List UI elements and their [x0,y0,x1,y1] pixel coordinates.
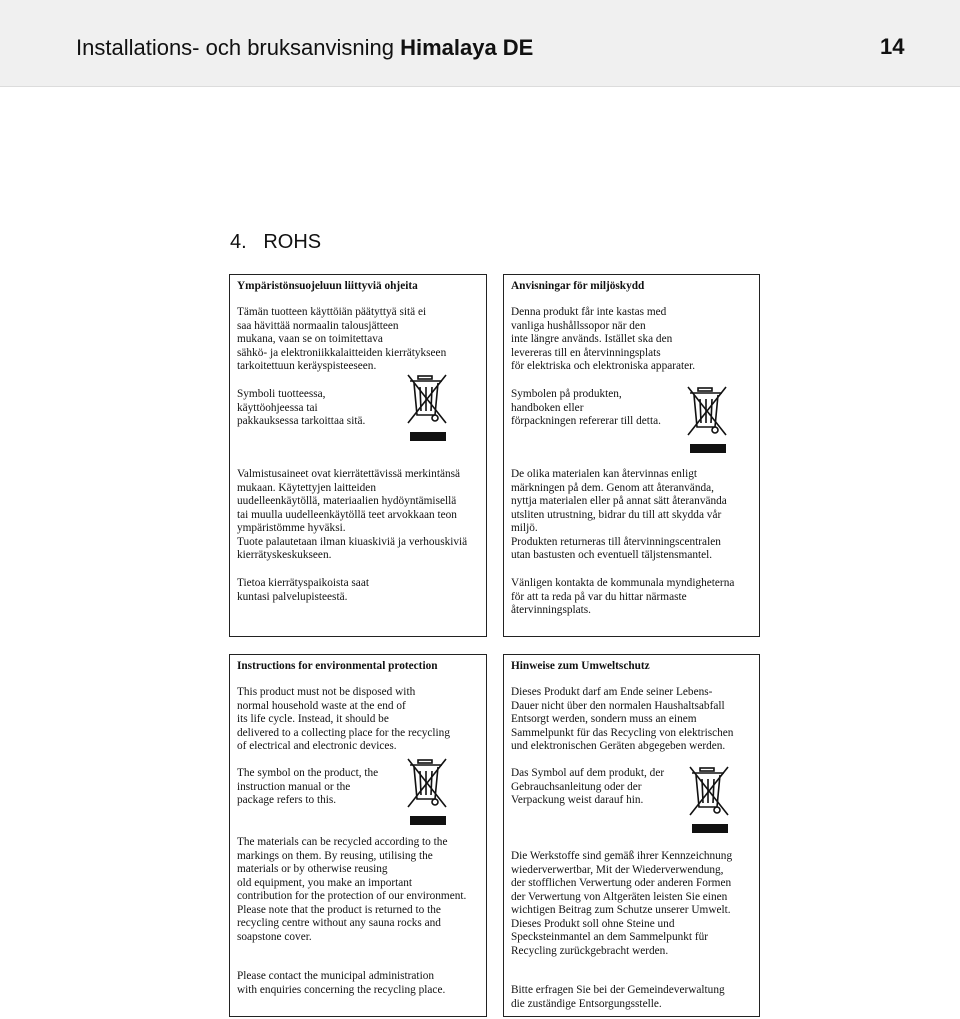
finnish-paragraph-3: Valmistusaineet ovat kierrätettävissä merkintänsä mukaan. Käytettyjen laitteiden uudelleenkäytöllä, materiaalien hydöyntämisellä tai muulla uudelleenkäytöllä teet arvokkaan teon ympäristömme hyväksi. Tuote palautetaan ilman kiuaskiviä ja verhouskiviä kierrätyskeskukseen. [237,468,468,561]
english-paragraph-3: The materials can be recycled according to the markings on them. By reusing, utilising the materials or by otherwise reusing old equipment, you make an important contribution for the protection of our environment. Please note that the product is returned to the recycling centre without any sauna rocks and soapstone cover. [237,836,467,943]
english-paragraph-4: Please contact the municipal administration with enquiries concerning the recycling place. [237,970,446,996]
swedish-paragraph-2: Symbolen på produkten, handboken eller förpackningen refererar till detta. [511,388,661,427]
weee-bin-icon [404,369,452,443]
page-number: 14 [880,34,905,59]
german-heading: Hinweise zum Umweltschutz [511,660,650,672]
german-paragraph-2: Das Symbol auf dem produkt, der Gebrauchsanleitung oder der Verpackung weist darauf hin. [511,767,665,806]
swedish-paragraph-3: De olika materialen kan återvinnas enligt märkningen på dem. Genom att återanvända, nyttja materialen eller på annat sätt återanvända utsliten utrustning, bidrar du till att skydda vår miljö. Produkten returneras till återvinningscentralen utan bastusten och eventuell täljstensmantel. [511,468,727,561]
document-title: Installations- och bruksanvisning Himalaya DE [76,35,534,60]
weee-bin-icon [684,381,732,455]
weee-bin-icon [404,753,452,827]
finnish-paragraph-4: Tietoa kierrätyspaikoista saat kuntasi palvelupisteestä. [237,577,369,603]
english-paragraph-2: The symbol on the product, the instruction manual or the package refers to this. [237,767,379,806]
section-title: 4. ROHS [230,231,322,253]
english-paragraph-1: This product must not be disposed with normal household waste at the end of its life cycle. Instead, it should be delivered to a collecting place for the recycling of electrical and electronic devices. [237,686,450,752]
finnish-paragraph-1: Tämän tuotteen käyttöiän päätyttyä sitä ei saa hävittää normaalin talousjätteen mukana, vaan se on toimitettava sähkö- ja elektroniikkalaitteiden kierrätykseen tarkoitettuun keräyspisteeseen. [237,306,447,372]
german-paragraph-3: Die Werkstoffe sind gemäß ihrer Kennzeichnung wiederverwertbar, Mit der Wiederverwendung, der stofflichen Verwertung oder anderen Formen der Verwertung von Altgeräten leisten Sie einen wichtigen Beitrag zum Schutze unserer Umwelt. Dieses Produkt soll ohne Steine und Specksteinmantel an dem Sammelpunkt für Recycling zurückgebracht werden. [511,850,733,957]
swedish-paragraph-1: Denna produkt får inte kastas med vanliga hushållssopor när den inte längre används. Istället ska den levereras till en återvinningsplats för elektriska och elektroniska apparater. [511,306,696,372]
finnish-paragraph-2: Symboli tuotteessa, käyttöohjeessa tai pakkauksessa tarkoittaa sitä. [237,388,366,427]
page-header [0,0,960,87]
english-box [229,654,487,1017]
german-paragraph-1: Dieses Produkt darf am Ende seiner Lebens- Dauer nicht über den normalen Haushaltsabfall Entsorgt werden, sondern muss an einem Sammelpunkt für das Recycling von elektrischen und elektronischen Geräten abgegeben werden. [511,686,734,752]
product-name: Himalaya DE [400,35,534,60]
swedish-paragraph-4: Vänligen kontakta de kommunala myndigheterna för att ta reda på var du hittar närmaste återvinningsplats. [511,577,735,616]
swedish-box [503,274,760,637]
german-box [503,654,760,1017]
swedish-heading: Anvisningar för miljöskydd [511,280,645,292]
finnish-heading: Ympäristönsuojeluun liittyviä ohjeita [237,280,418,292]
weee-bin-icon [686,761,734,835]
finnish-box [229,274,487,637]
english-heading: Instructions for environmental protection [237,660,438,672]
german-paragraph-4: Bitte erfragen Sie bei der Gemeindeverwaltung die zuständige Entsorgungsstelle. [511,984,725,1010]
